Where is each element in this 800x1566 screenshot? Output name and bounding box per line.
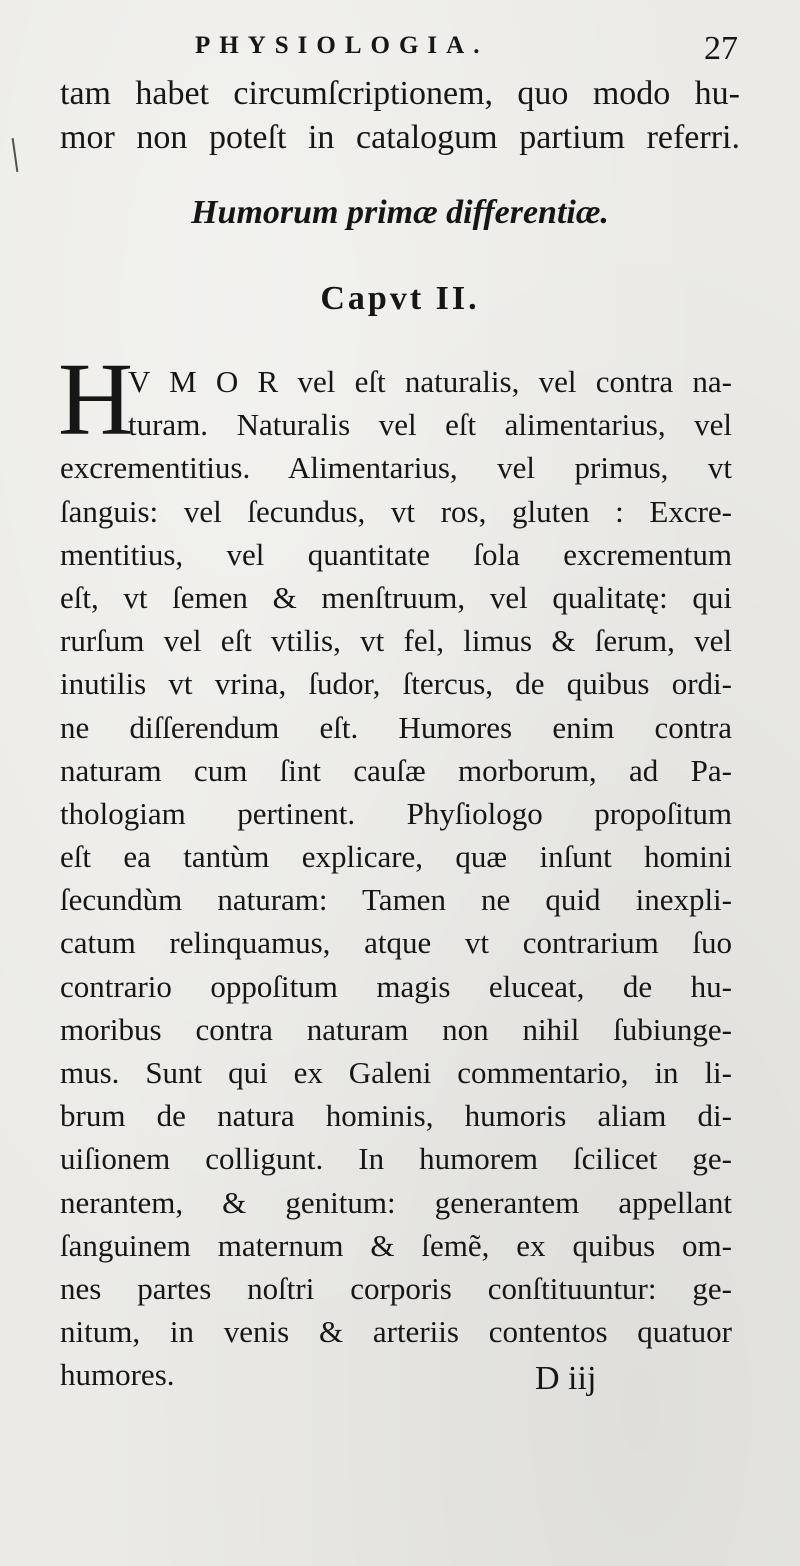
body-line: thologiam pertinent. Phyſiologo propoſitum [60,795,732,831]
body-line: ſanguis: vel ſecundus, vt ros, gluten : Excre- [60,493,732,529]
body-line: mus. Sunt qui ex Galeni commentario, in li- [60,1055,732,1090]
body-line: nes partes noſtri corporis conſtituuntur: ge- [60,1270,732,1306]
body-line: eſt, vt ſemen & menſtruum, vel qualitatę: qui [60,579,732,615]
body-line: excrementitius. Alimentarius, vel primus, vt [60,450,732,486]
running-title: PHYSIOLOGIA. [195,32,489,59]
body-line: nitum, in venis & arteriis contentos quatuor [60,1314,732,1350]
body-line: naturam cum ſint cauſæ morborum, ad Pa- [60,752,732,788]
page-number: 27 [704,30,738,67]
intro-paragraph [60,72,740,160]
chapter-heading: Capvt II. [320,280,480,317]
body-line: nerantem, & genitum: generantem appellant [60,1184,732,1220]
body-line: contrario oppoſitum magis eluceat, de hu- [60,968,732,1004]
body-line: rurſum vel eſt vtilis, vt fel, limus & ſerum, vel [60,623,732,659]
body-paragraph [60,360,732,1397]
drop-cap: H [58,342,134,457]
body-line: V M O R vel eſt naturalis, vel contra na- [128,364,732,399]
page-header [60,30,740,74]
body-line: ſecundùm naturam: Tamen ne quid inexpli- [60,882,732,918]
body-line: humores. [60,1357,175,1393]
body-line: mentitius, vel quantitate ſola excrementum [60,536,732,572]
body-line: ſanguinem maternum & ſemẽ, ex quibus om- [60,1227,732,1263]
body-line: uiſionem colligunt. In humorem ſcilicet ge- [60,1141,732,1177]
intro-line: mor non poteſt in catalogum partium referri. [60,119,740,156]
signature-mark: D iij [535,1360,597,1397]
section-subtitle: Humorum primæ differentiæ. [191,194,609,231]
body-line: catum relinquamus, atque vt contrarium ſuo [60,925,732,961]
body-line: turam. Naturalis vel eſt alimentarius, vel [128,407,732,443]
gutter-mark [12,138,19,172]
body-line: moribus contra naturam non nihil ſubiunge- [60,1011,732,1047]
body-line: ne diſſerendum eſt. Humores enim contra [60,709,732,745]
body-line: brum de natura hominis, humoris aliam di- [60,1098,732,1134]
body-line: eſt ea tantùm explicare, quæ inſunt homini [60,839,732,875]
intro-line: tam habet circumſcriptionem, quo modo hu- [60,75,740,112]
body-line: inutilis vt vrina, ſudor, ſtercus, de quibus ordi- [60,666,732,702]
